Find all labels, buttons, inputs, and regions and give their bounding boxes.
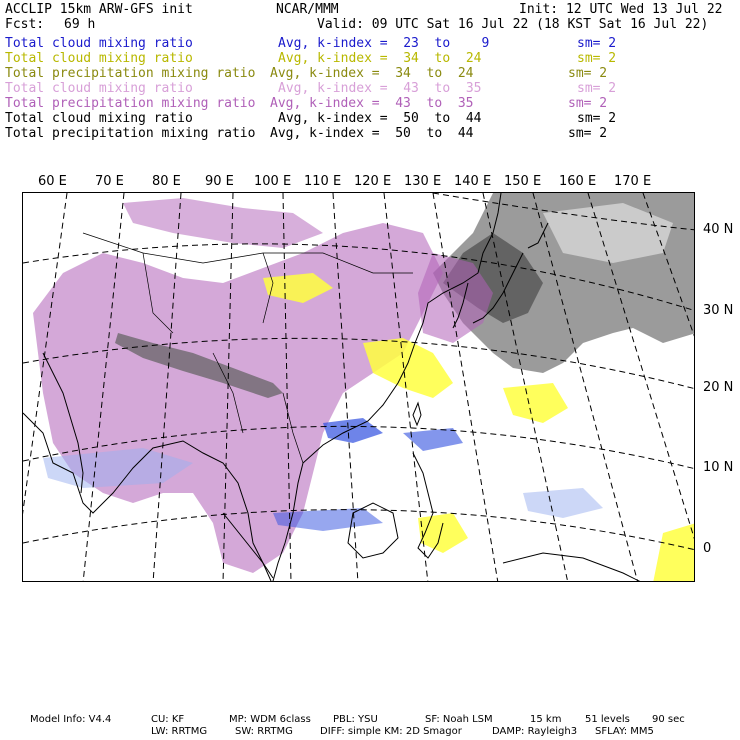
lon-label-150e: 150 E	[504, 174, 542, 189]
legend-row	[5, 96, 735, 111]
lat-label-equator: 0	[703, 541, 712, 556]
legend-avg: Avg, k-index = 23 to 9	[278, 36, 490, 51]
footer-damping: DAMP: Rayleigh3	[492, 726, 578, 737]
high-cloud-north	[123, 198, 323, 248]
high-cloud-region	[33, 223, 443, 573]
lon-label-80e: 80 E	[152, 174, 181, 189]
model-title: ACCLIP 15km ARW-GFS init	[5, 2, 193, 17]
footer-pbl: PBL: YSU	[333, 714, 378, 725]
legend-smoothing: sm= 2	[568, 126, 608, 141]
mid-cloud-patch	[363, 338, 453, 398]
lat-label-30n: 30 N	[703, 303, 734, 318]
lon-label-160e: 160 E	[559, 174, 597, 189]
lon-label-70e: 70 E	[95, 174, 124, 189]
footer-levels: 51 levels	[585, 714, 630, 725]
legend-field: Total cloud mixing ratio	[5, 51, 193, 66]
footer-resolution: 15 km	[530, 714, 562, 725]
footer-longwave: LW: RRTMG	[151, 726, 208, 737]
legend-smoothing: sm= 2	[577, 36, 617, 51]
mid-cloud-patch	[653, 523, 695, 582]
lon-label-140e: 140 E	[454, 174, 492, 189]
lon-label-60e: 60 E	[38, 174, 67, 189]
legend-field: Total cloud mixing ratio	[5, 36, 193, 51]
legend-field: Total precipitation mixing ratio	[5, 126, 256, 141]
legend-smoothing: sm= 2	[568, 66, 608, 81]
legend-smoothing: sm= 2	[577, 111, 617, 126]
lat-label-40n: 40 N	[703, 222, 734, 237]
legend-avg: Avg, k-index = 34 to 24	[270, 66, 474, 81]
legend-row	[5, 126, 735, 141]
map-panel	[22, 192, 695, 582]
legend-avg: Avg, k-index = 50 to 44	[270, 126, 474, 141]
cloud-field-layer	[33, 193, 695, 582]
footer-diffusion: DIFF: simple KM: 2D Smagor	[320, 726, 462, 737]
footer-cumulus: CU: KF	[151, 714, 185, 725]
legend-smoothing: sm= 2	[577, 51, 617, 66]
center-label: NCAR/MMM	[276, 2, 339, 17]
legend-smoothing: sm= 2	[568, 96, 608, 111]
valid-time: Valid: 09 UTC Sat 16 Jul 22 (18 KST Sat 16 Jul 22)	[317, 17, 709, 32]
coastline-borneo	[348, 503, 398, 558]
lat-label-20n: 20 N	[703, 380, 734, 395]
lat-label-10n: 10 N	[703, 460, 734, 475]
forecast-label: Fcst:	[5, 17, 45, 32]
legend-field: Total cloud mixing ratio	[5, 111, 193, 126]
legend-avg: Avg, k-index = 50 to 44	[278, 111, 482, 126]
footer-timestep: 90 sec	[652, 714, 685, 725]
footer-model-info: Model Info: V4.4	[30, 714, 112, 725]
footer-microphysics: MP: WDM 6class	[229, 714, 311, 725]
mid-cloud-patch	[503, 383, 568, 423]
legend-avg: Avg, k-index = 43 to 35	[278, 81, 482, 96]
footer-surface-layer: SFLAY: MM5	[595, 726, 654, 737]
cloud-map	[23, 193, 695, 582]
footer-shortwave: SW: RRTMG	[235, 726, 293, 737]
lon-label-100e: 100 E	[254, 174, 292, 189]
lon-label-130e: 130 E	[404, 174, 442, 189]
legend-row	[5, 66, 735, 81]
lon-label-170e: 170 E	[614, 174, 652, 189]
legend-row	[5, 81, 735, 96]
legend-field: Total precipitation mixing ratio	[5, 96, 256, 111]
coastline-newguinea	[503, 553, 643, 582]
forecast-hour: 69 h	[64, 17, 96, 32]
legend-field: Total precipitation mixing ratio	[5, 66, 256, 81]
legend-avg: Avg, k-index = 43 to 35	[270, 96, 474, 111]
legend-field: Total cloud mixing ratio	[5, 81, 193, 96]
legend-row	[5, 36, 735, 51]
legend-avg: Avg, k-index = 34 to 24	[278, 51, 482, 66]
lon-label-90e: 90 E	[205, 174, 234, 189]
init-time: Init: 12 UTC Wed 13 Jul 22	[519, 2, 723, 17]
legend-smoothing: sm= 2	[577, 81, 617, 96]
legend-row	[5, 51, 735, 66]
low-cloud-patch	[403, 428, 463, 451]
coastline-taiwan	[413, 403, 421, 425]
legend-row	[5, 111, 735, 126]
lon-label-110e: 110 E	[304, 174, 342, 189]
low-cloud-patch	[523, 488, 603, 518]
footer-surface: SF: Noah LSM	[425, 714, 493, 725]
lon-label-120e: 120 E	[354, 174, 392, 189]
